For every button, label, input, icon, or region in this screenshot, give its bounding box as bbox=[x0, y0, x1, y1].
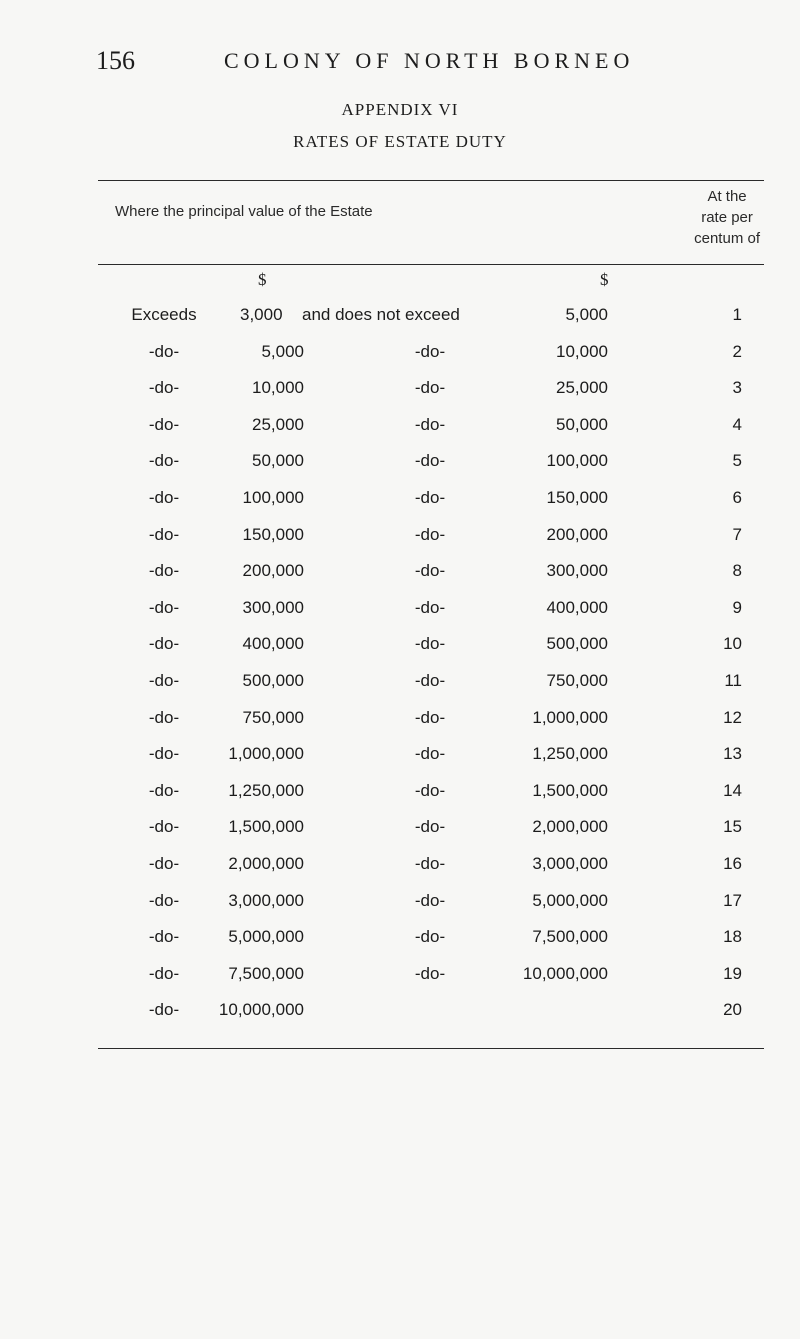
rate-header-line: rate per bbox=[701, 209, 753, 226]
row-ditto: -do- bbox=[414, 707, 446, 727]
row-ditto: -do- bbox=[414, 634, 446, 654]
row-rate: 1 bbox=[732, 305, 742, 324]
row-ditto: -do- bbox=[414, 341, 446, 361]
row-lower-bound: 3,000,000 bbox=[228, 890, 304, 910]
table-header-rule bbox=[98, 264, 764, 265]
row-label: -do- bbox=[148, 963, 180, 983]
table-title: RATES OF ESTATE DUTY bbox=[293, 132, 507, 151]
row-upper-bound: 300,000 bbox=[546, 561, 608, 581]
row-lower-bound: 1,000,000 bbox=[228, 744, 304, 764]
row-label: -do- bbox=[148, 597, 180, 617]
page-number: 156 bbox=[96, 46, 135, 75]
row-lower-bound: 3,000 bbox=[240, 305, 283, 324]
row-ditto: -do- bbox=[414, 488, 446, 507]
row-lower-bound: 400,000 bbox=[242, 634, 304, 654]
row-upper-bound: 100,000 bbox=[546, 451, 608, 471]
row-label: -do- bbox=[148, 451, 180, 471]
row-ditto: -do- bbox=[414, 817, 446, 837]
row-label: -do- bbox=[148, 488, 180, 507]
row-ditto: -do- bbox=[414, 854, 446, 873]
row-lower-bound: 5,000,000 bbox=[228, 927, 304, 947]
row-lower-bound: 750,000 bbox=[242, 707, 304, 727]
row-upper-bound: 200,000 bbox=[546, 524, 608, 544]
row-rate: 7 bbox=[732, 524, 742, 544]
row-rate: 4 bbox=[732, 414, 742, 434]
row-label: -do- bbox=[148, 744, 180, 764]
row-upper-bound: 50,000 bbox=[556, 414, 608, 434]
row-ditto: -do- bbox=[414, 524, 446, 544]
row-rate: 13 bbox=[723, 744, 742, 764]
row-ditto: -do- bbox=[414, 561, 446, 581]
row-ditto: -do- bbox=[414, 927, 446, 947]
row-label: -do- bbox=[148, 890, 180, 910]
row-label: -do- bbox=[148, 707, 180, 727]
row-upper-bound: 10,000,000 bbox=[522, 963, 608, 983]
row-label: -do- bbox=[148, 341, 180, 361]
row-lower-bound: 5,000 bbox=[261, 341, 304, 361]
row-lower-bound: 100,000 bbox=[242, 488, 304, 507]
row-upper-bound: 400,000 bbox=[546, 597, 608, 617]
rate-header-line: centum of bbox=[694, 230, 760, 247]
row-upper-bound: 1,000,000 bbox=[532, 707, 608, 727]
row-lower-bound: 10,000 bbox=[252, 378, 304, 398]
row-rate: 2 bbox=[732, 341, 742, 361]
row-label: -do- bbox=[148, 378, 180, 398]
row-lower-bound: 50,000 bbox=[252, 451, 304, 471]
row-lower-bound: 150,000 bbox=[242, 524, 304, 544]
row-rate: 9 bbox=[732, 597, 742, 617]
row-ditto: -do- bbox=[414, 744, 446, 764]
row-rate: 11 bbox=[724, 671, 742, 690]
row-label: -do- bbox=[148, 854, 180, 873]
row-lower-bound: 7,500,000 bbox=[228, 963, 304, 983]
row-upper-bound: 5,000,000 bbox=[532, 890, 608, 910]
currency-symbol-lower: $ bbox=[258, 270, 267, 289]
row-ditto: -do- bbox=[414, 780, 446, 800]
row-rate: 17 bbox=[723, 890, 742, 910]
row-rate: 19 bbox=[723, 963, 742, 983]
row-upper-bound: 750,000 bbox=[546, 671, 608, 690]
row-lower-bound: 500,000 bbox=[242, 671, 304, 690]
row-ditto: -do- bbox=[414, 671, 446, 690]
row-upper-bound: 500,000 bbox=[546, 634, 608, 654]
row-rate: 16 bbox=[723, 854, 742, 873]
row-rate: 6 bbox=[732, 488, 742, 507]
row-rate: 15 bbox=[723, 817, 742, 837]
row-label: -do- bbox=[148, 414, 180, 434]
row-lower-bound: 200,000 bbox=[242, 561, 304, 581]
row-upper-bound: 5,000 bbox=[565, 305, 608, 324]
row-upper-bound: 10,000 bbox=[556, 341, 608, 361]
row-rate: 12 bbox=[723, 707, 742, 727]
row-rate: 18 bbox=[723, 927, 742, 947]
row-rate: 5 bbox=[732, 451, 742, 471]
row-lower-bound: 10,000,000 bbox=[218, 1000, 304, 1020]
currency-symbol-upper: $ bbox=[600, 270, 609, 289]
row-rate: 20 bbox=[723, 1000, 742, 1020]
row-rate: 10 bbox=[723, 634, 742, 654]
row-lower-bound: 1,500,000 bbox=[228, 817, 304, 837]
row-ditto: -do- bbox=[414, 890, 446, 910]
row-label: -do- bbox=[148, 524, 180, 544]
row-label: -do- bbox=[148, 927, 180, 947]
row-upper-bound: 1,250,000 bbox=[532, 744, 608, 764]
row-rate: 3 bbox=[732, 378, 742, 398]
running-title: COLONY OF NORTH BORNEO bbox=[224, 48, 635, 73]
column-header-where: Where the principal value of the Estate bbox=[115, 203, 373, 220]
row-lower-bound: 1,250,000 bbox=[228, 780, 304, 800]
row-upper-bound: 1,500,000 bbox=[532, 780, 608, 800]
appendix-title: APPENDIX VI bbox=[341, 100, 459, 119]
row-label: -do- bbox=[148, 634, 180, 654]
rate-header-line: At the bbox=[707, 188, 747, 205]
row-lower-bound: 25,000 bbox=[252, 414, 304, 434]
row-label: -do- bbox=[148, 671, 180, 690]
row-ditto: -do- bbox=[414, 414, 446, 434]
row-ditto: -do- bbox=[414, 378, 446, 398]
row-lower-bound: 2,000,000 bbox=[228, 854, 304, 873]
row-label: -do- bbox=[148, 817, 180, 837]
row-upper-bound: 3,000,000 bbox=[532, 854, 608, 873]
row-lower-bound: 300,000 bbox=[242, 597, 304, 617]
row-ditto: -do- bbox=[414, 963, 446, 983]
column-header-rate bbox=[694, 186, 760, 249]
row-label: -do- bbox=[148, 780, 180, 800]
row-ditto: -do- bbox=[414, 451, 446, 471]
table-top-rule bbox=[98, 180, 764, 181]
row-upper-bound: 25,000 bbox=[556, 378, 608, 398]
row-rate: 14 bbox=[723, 780, 742, 800]
row-phrase: and does not exceed bbox=[302, 305, 460, 324]
row-upper-bound: 2,000,000 bbox=[532, 817, 608, 837]
row-label: Exceeds bbox=[131, 305, 197, 324]
row-upper-bound: 150,000 bbox=[546, 488, 608, 507]
row-ditto: -do- bbox=[414, 597, 446, 617]
table-bottom-rule bbox=[98, 1048, 764, 1049]
row-label: -do- bbox=[148, 1000, 180, 1020]
row-label: -do- bbox=[148, 561, 180, 581]
row-upper-bound: 7,500,000 bbox=[532, 927, 608, 947]
row-rate: 8 bbox=[732, 561, 742, 581]
